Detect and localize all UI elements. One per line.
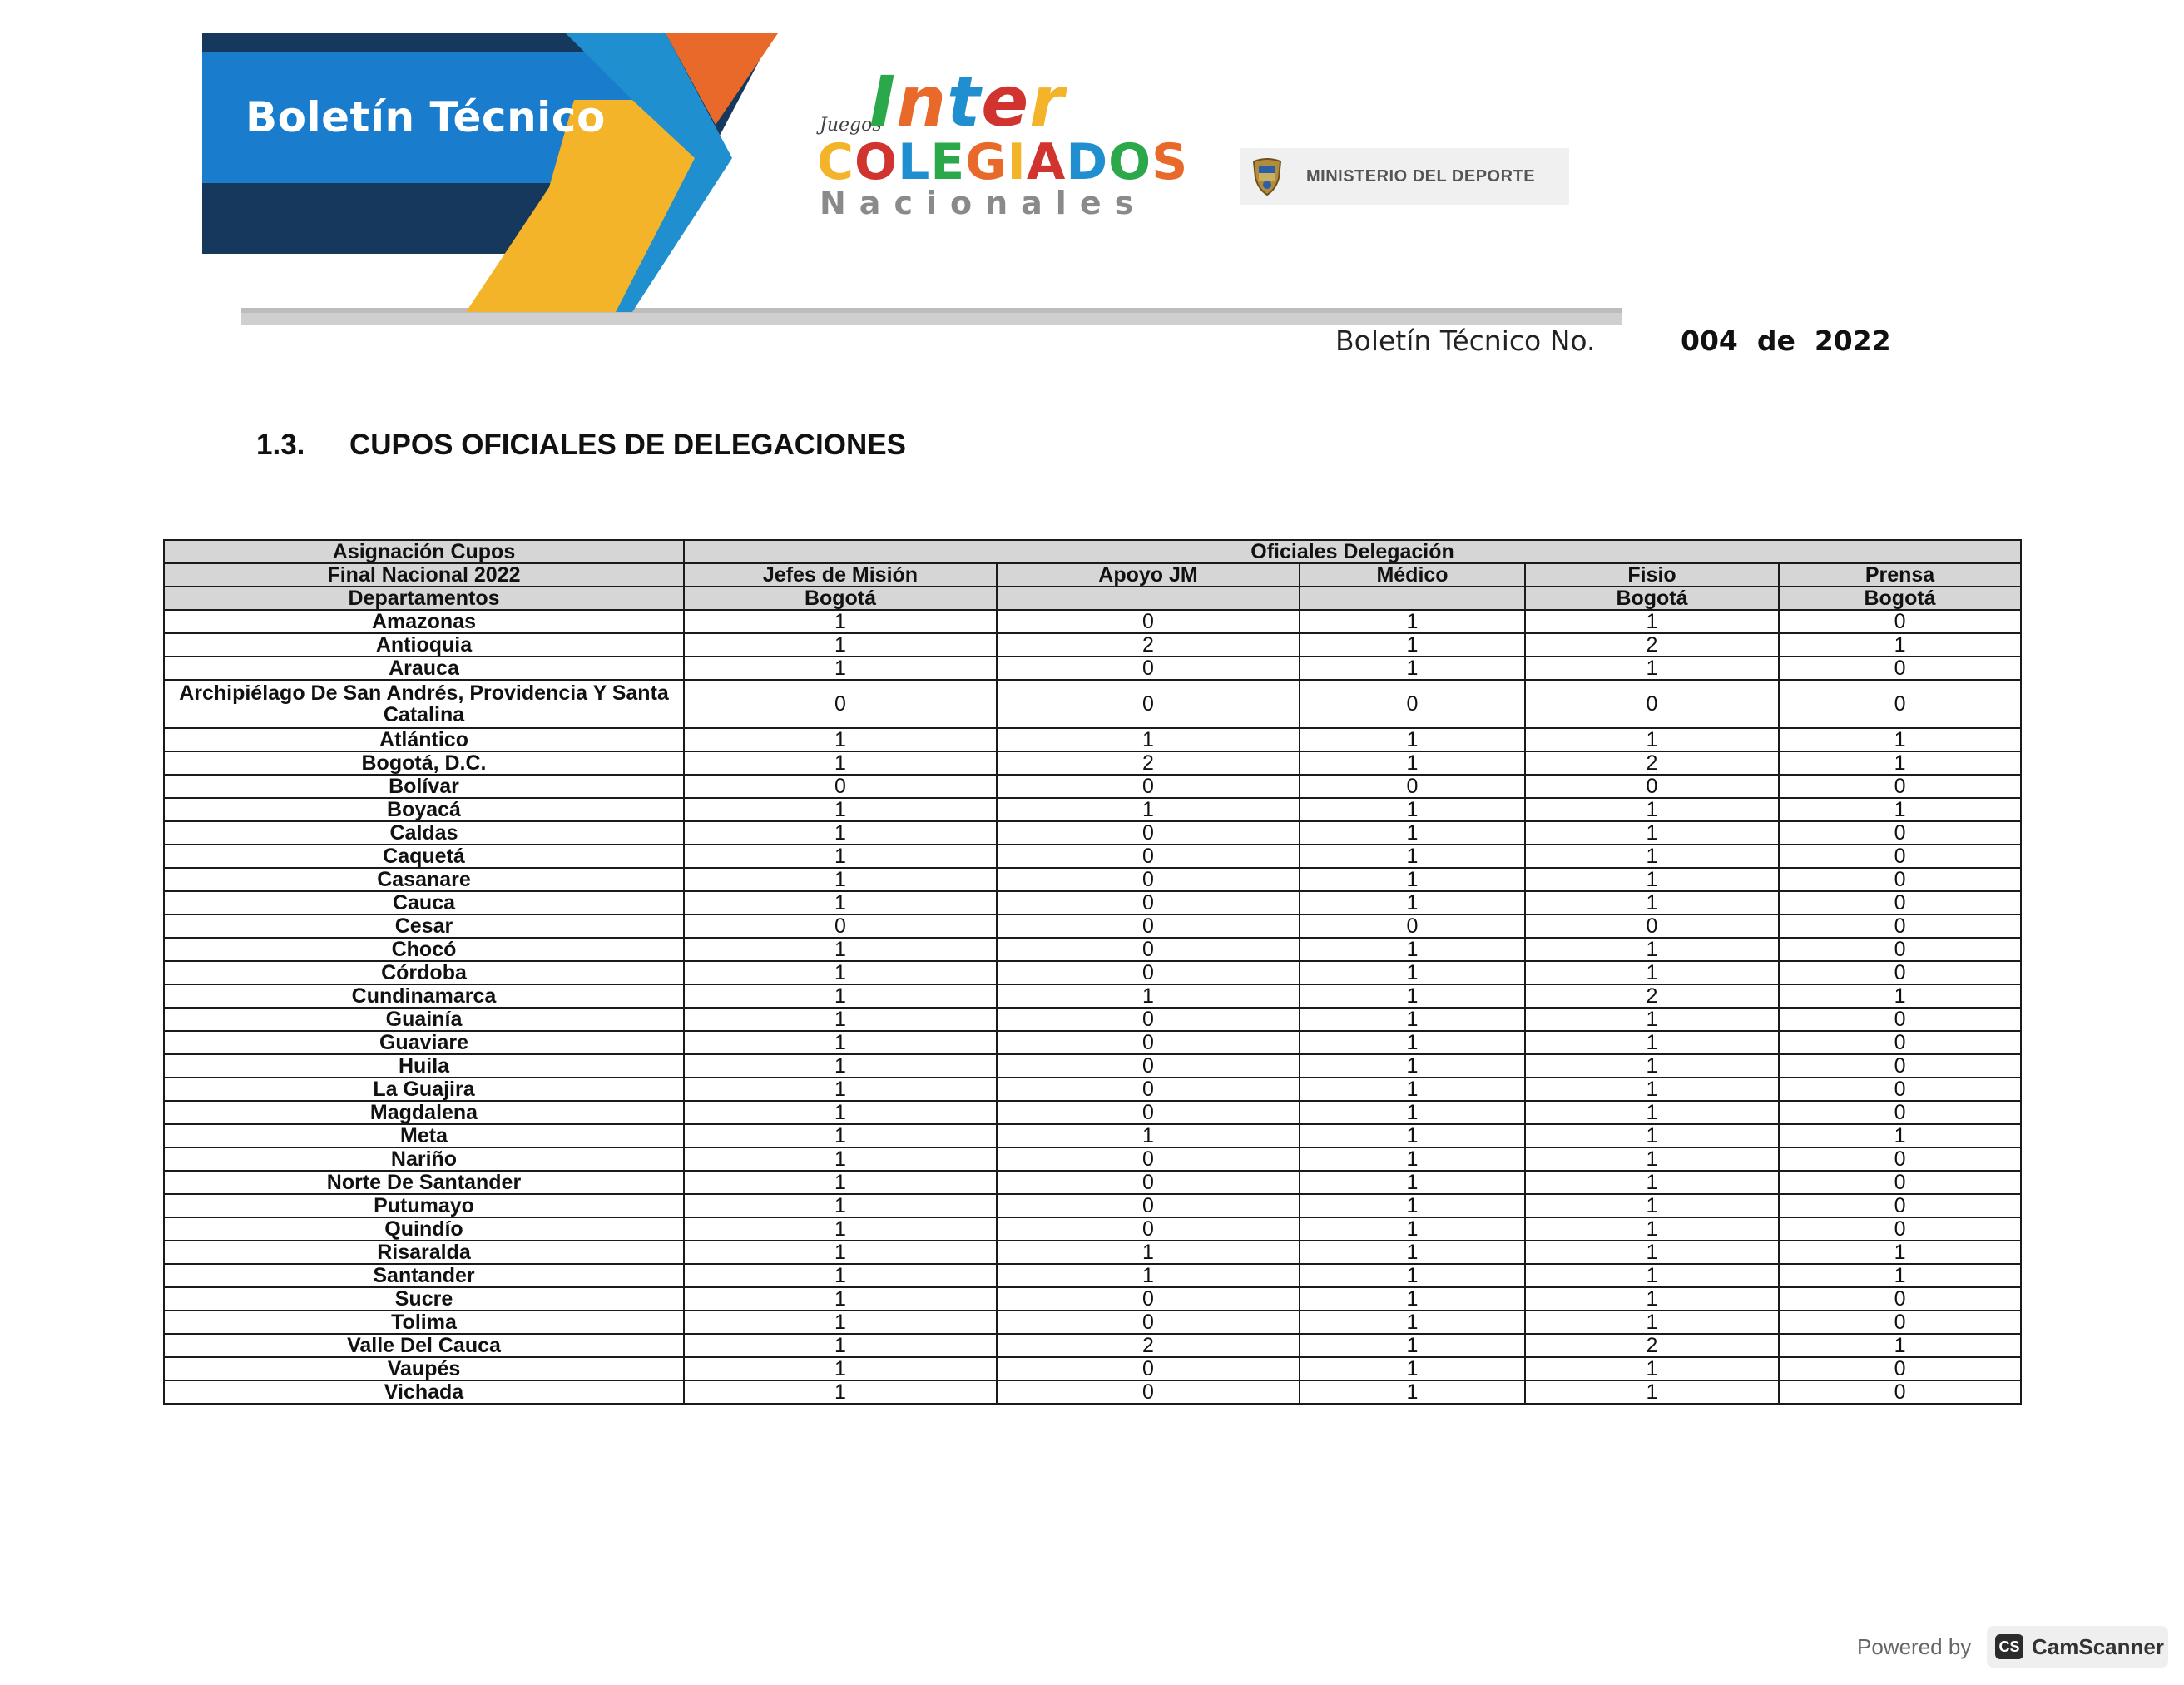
fisio-cell: 1 bbox=[1525, 1054, 1779, 1078]
table-row bbox=[164, 1054, 2021, 1078]
jefes-cell: 1 bbox=[684, 1124, 997, 1147]
header-row-2 bbox=[164, 563, 2021, 587]
jefes-cell: 0 bbox=[684, 680, 997, 728]
fisio-cell: 1 bbox=[1525, 1264, 1779, 1287]
apoyo-cell: 0 bbox=[997, 891, 1300, 914]
apoyo-cell: 0 bbox=[997, 1311, 1300, 1334]
apoyo-cell: 1 bbox=[997, 798, 1300, 821]
prensa-cell: 0 bbox=[1779, 1031, 2021, 1054]
header-asignacion: Asignación Cupos bbox=[164, 540, 684, 563]
fisio-cell: 1 bbox=[1525, 845, 1779, 868]
department-cell: Magdalena bbox=[164, 1101, 684, 1124]
jefes-cell: 0 bbox=[684, 775, 997, 798]
table-row bbox=[164, 1380, 2021, 1404]
prensa-cell: 0 bbox=[1779, 1147, 2021, 1171]
table-row bbox=[164, 1357, 2021, 1380]
prensa-cell: 0 bbox=[1779, 1217, 2021, 1241]
prensa-cell: 0 bbox=[1779, 1357, 2021, 1380]
apoyo-cell: 0 bbox=[997, 1357, 1300, 1380]
prensa-cell: 0 bbox=[1779, 1078, 2021, 1101]
fisio-cell: 2 bbox=[1525, 984, 1779, 1008]
logo-nacionales: Nacionales bbox=[820, 185, 1147, 221]
medico-cell: 1 bbox=[1300, 1194, 1525, 1217]
medico-cell: 1 bbox=[1300, 728, 1525, 751]
table-row bbox=[164, 680, 2021, 728]
prensa-cell: 0 bbox=[1779, 845, 2021, 868]
fisio-cell: 1 bbox=[1525, 961, 1779, 984]
prensa-cell: 1 bbox=[1779, 1264, 2021, 1287]
medico-cell: 1 bbox=[1300, 1078, 1525, 1101]
prensa-cell: 1 bbox=[1779, 1124, 2021, 1147]
medico-cell: 1 bbox=[1300, 1287, 1525, 1311]
table-row bbox=[164, 610, 2021, 633]
table-row bbox=[164, 1311, 2021, 1334]
medico-cell: 1 bbox=[1300, 1171, 1525, 1194]
fisio-cell: 1 bbox=[1525, 657, 1779, 680]
apoyo-cell: 0 bbox=[997, 868, 1300, 891]
banner-title: Boletín Técnico bbox=[245, 93, 606, 141]
fisio-cell: 2 bbox=[1525, 633, 1779, 657]
logo-inter bbox=[869, 61, 1065, 142]
medico-cell: 1 bbox=[1300, 610, 1525, 633]
table-row bbox=[164, 868, 2021, 891]
fisio-cell: 1 bbox=[1525, 1171, 1779, 1194]
department-cell: Meta bbox=[164, 1124, 684, 1147]
table-row bbox=[164, 1171, 2021, 1194]
apoyo-cell: 0 bbox=[997, 680, 1300, 728]
table-row bbox=[164, 1124, 2021, 1147]
prensa-cell: 0 bbox=[1779, 891, 2021, 914]
medico-cell: 1 bbox=[1300, 798, 1525, 821]
prensa-cell: 1 bbox=[1779, 984, 2021, 1008]
table-row bbox=[164, 961, 2021, 984]
logo-colegiados-letter: O bbox=[854, 133, 899, 191]
prensa-cell: 0 bbox=[1779, 821, 2021, 845]
medico-cell: 1 bbox=[1300, 1054, 1525, 1078]
jefes-cell: 1 bbox=[684, 845, 997, 868]
department-cell: Caquetá bbox=[164, 845, 684, 868]
table-row bbox=[164, 1194, 2021, 1217]
jefes-cell: 1 bbox=[684, 1171, 997, 1194]
table-row bbox=[164, 1334, 2021, 1357]
jefes-cell: 1 bbox=[684, 633, 997, 657]
jefes-cell: 1 bbox=[684, 751, 997, 775]
medico-cell: 1 bbox=[1300, 1147, 1525, 1171]
prensa-cell: 0 bbox=[1779, 680, 2021, 728]
logo-juegos: Juegos bbox=[820, 115, 882, 136]
table-row bbox=[164, 1287, 2021, 1311]
logo-colegiados-letter: G bbox=[965, 133, 1008, 191]
medico-cell: 1 bbox=[1300, 1031, 1525, 1054]
logo-colegiados-letter: S bbox=[1151, 133, 1189, 191]
table-row bbox=[164, 1264, 2021, 1287]
coat-of-arms-icon bbox=[1240, 148, 1295, 205]
medico-cell: 1 bbox=[1300, 1311, 1525, 1334]
medico-cell: 1 bbox=[1300, 891, 1525, 914]
fisio-cell: 1 bbox=[1525, 938, 1779, 961]
banner-shadow bbox=[241, 311, 1622, 325]
prensa-cell: 0 bbox=[1779, 1287, 2021, 1311]
header-oficiales-group: Oficiales Delegación bbox=[684, 540, 2021, 563]
logo-colegiados-letter: L bbox=[898, 133, 931, 191]
department-cell: Amazonas bbox=[164, 610, 684, 633]
medico-cell: 1 bbox=[1300, 1008, 1525, 1031]
fisio-cell: 1 bbox=[1525, 1008, 1779, 1031]
prensa-cell: 0 bbox=[1779, 775, 2021, 798]
medico-cell: 1 bbox=[1300, 938, 1525, 961]
logo-colegiados-letter: D bbox=[1066, 133, 1109, 191]
apoyo-cell: 2 bbox=[997, 1334, 1300, 1357]
department-cell: Bolívar bbox=[164, 775, 684, 798]
table-row bbox=[164, 845, 2021, 868]
jefes-cell: 1 bbox=[684, 1101, 997, 1124]
apoyo-cell: 0 bbox=[997, 657, 1300, 680]
logo-colegiados bbox=[817, 133, 1189, 191]
department-cell: Chocó bbox=[164, 938, 684, 961]
prensa-cell: 0 bbox=[1779, 868, 2021, 891]
table-row bbox=[164, 938, 2021, 961]
header-jefes-mision: Jefes de Misión bbox=[684, 563, 997, 587]
jefes-cell: 1 bbox=[684, 1334, 997, 1357]
department-cell: Norte De Santander bbox=[164, 1171, 684, 1194]
fisio-cell: 1 bbox=[1525, 891, 1779, 914]
department-cell: Boyacá bbox=[164, 798, 684, 821]
prensa-cell: 0 bbox=[1779, 914, 2021, 938]
header-row-3 bbox=[164, 587, 2021, 610]
jefes-cell: 1 bbox=[684, 1031, 997, 1054]
department-cell: Córdoba bbox=[164, 961, 684, 984]
prensa-cell: 0 bbox=[1779, 657, 2021, 680]
apoyo-cell: 0 bbox=[997, 1031, 1300, 1054]
apoyo-cell: 0 bbox=[997, 1287, 1300, 1311]
cupos-table bbox=[163, 539, 2022, 1405]
medico-cell: 1 bbox=[1300, 1380, 1525, 1404]
jefes-cell: 0 bbox=[684, 914, 997, 938]
department-cell: Santander bbox=[164, 1264, 684, 1287]
logo-colegiados-letter: E bbox=[930, 133, 966, 191]
prensa-cell: 1 bbox=[1779, 1241, 2021, 1264]
jefes-cell: 1 bbox=[684, 1008, 997, 1031]
fisio-cell: 1 bbox=[1525, 1311, 1779, 1334]
prensa-cell: 1 bbox=[1779, 728, 2021, 751]
powered-by-label: Powered by bbox=[1857, 1634, 1972, 1659]
section-heading bbox=[256, 429, 906, 462]
apoyo-cell: 2 bbox=[997, 751, 1300, 775]
table-row bbox=[164, 984, 2021, 1008]
logo-colegiados-letter: A bbox=[1026, 133, 1067, 191]
jefes-cell: 1 bbox=[684, 610, 997, 633]
jefes-cell: 1 bbox=[684, 1054, 997, 1078]
apoyo-cell: 1 bbox=[997, 1241, 1300, 1264]
department-cell: Huila bbox=[164, 1054, 684, 1078]
header-prensa-location: Bogotá bbox=[1779, 587, 2021, 610]
jefes-cell: 1 bbox=[684, 728, 997, 751]
fisio-cell: 2 bbox=[1525, 1334, 1779, 1357]
header-prensa: Prensa bbox=[1779, 563, 2021, 587]
jefes-cell: 1 bbox=[684, 1287, 997, 1311]
department-cell: Nariño bbox=[164, 1147, 684, 1171]
medico-cell: 0 bbox=[1300, 680, 1525, 728]
boletin-number: 004 de 2022 bbox=[1681, 325, 1891, 357]
logo-colegiados-letter: I bbox=[1007, 133, 1027, 191]
jefes-cell: 1 bbox=[684, 1078, 997, 1101]
jefes-cell: 1 bbox=[684, 798, 997, 821]
prensa-cell: 0 bbox=[1779, 961, 2021, 984]
jefes-cell: 1 bbox=[684, 1241, 997, 1264]
apoyo-cell: 0 bbox=[997, 821, 1300, 845]
department-cell: Sucre bbox=[164, 1287, 684, 1311]
prensa-cell: 0 bbox=[1779, 1311, 2021, 1334]
ministerio-badge bbox=[1240, 148, 1569, 205]
medico-cell: 1 bbox=[1300, 751, 1525, 775]
department-cell: Tolima bbox=[164, 1311, 684, 1334]
table-row bbox=[164, 1147, 2021, 1171]
fisio-cell: 2 bbox=[1525, 751, 1779, 775]
logo-inter-letter: t bbox=[947, 61, 982, 142]
jefes-cell: 1 bbox=[684, 961, 997, 984]
header-final-nacional: Final Nacional 2022 bbox=[164, 563, 684, 587]
apoyo-cell: 0 bbox=[997, 1008, 1300, 1031]
header-medico-location bbox=[1300, 587, 1525, 610]
medico-cell: 1 bbox=[1300, 984, 1525, 1008]
department-cell: Risaralda bbox=[164, 1241, 684, 1264]
table-row bbox=[164, 1241, 2021, 1264]
department-cell: Bogotá, D.C. bbox=[164, 751, 684, 775]
camscanner-badge bbox=[1987, 1626, 2168, 1668]
fisio-cell: 0 bbox=[1525, 914, 1779, 938]
department-cell: Casanare bbox=[164, 868, 684, 891]
fisio-cell: 1 bbox=[1525, 728, 1779, 751]
medico-cell: 1 bbox=[1300, 1101, 1525, 1124]
jefes-cell: 1 bbox=[684, 1311, 997, 1334]
header-fisio: Fisio bbox=[1525, 563, 1779, 587]
department-cell: Guaviare bbox=[164, 1031, 684, 1054]
boletin-label: Boletín Técnico No. bbox=[1335, 325, 1596, 357]
table-row bbox=[164, 1078, 2021, 1101]
header-jefes-location: Bogotá bbox=[684, 587, 997, 610]
apoyo-cell: 0 bbox=[997, 1054, 1300, 1078]
jefes-cell: 1 bbox=[684, 657, 997, 680]
department-cell: La Guajira bbox=[164, 1078, 684, 1101]
fisio-cell: 0 bbox=[1525, 775, 1779, 798]
header-fisio-location: Bogotá bbox=[1525, 587, 1779, 610]
header-departamentos: Departamentos bbox=[164, 587, 684, 610]
prensa-cell: 0 bbox=[1779, 938, 2021, 961]
fisio-cell: 1 bbox=[1525, 1194, 1779, 1217]
fisio-cell: 1 bbox=[1525, 1380, 1779, 1404]
apoyo-cell: 1 bbox=[997, 984, 1300, 1008]
fisio-cell: 1 bbox=[1525, 1357, 1779, 1380]
table-row bbox=[164, 1031, 2021, 1054]
medico-cell: 1 bbox=[1300, 633, 1525, 657]
fisio-cell: 1 bbox=[1525, 1287, 1779, 1311]
medico-cell: 1 bbox=[1300, 1241, 1525, 1264]
apoyo-cell: 0 bbox=[997, 775, 1300, 798]
department-cell: Vaupés bbox=[164, 1357, 684, 1380]
apoyo-cell: 0 bbox=[997, 961, 1300, 984]
fisio-cell: 1 bbox=[1525, 1031, 1779, 1054]
prensa-cell: 0 bbox=[1779, 1054, 2021, 1078]
medico-cell: 1 bbox=[1300, 868, 1525, 891]
camscanner-label: CamScanner bbox=[2032, 1633, 2164, 1659]
department-cell: Caldas bbox=[164, 821, 684, 845]
table-row bbox=[164, 657, 2021, 680]
table-body bbox=[164, 610, 2021, 1404]
department-cell: Guainía bbox=[164, 1008, 684, 1031]
fisio-cell: 1 bbox=[1525, 1078, 1779, 1101]
logo-inter-letter: I bbox=[869, 61, 897, 142]
fisio-cell: 1 bbox=[1525, 1241, 1779, 1264]
apoyo-cell: 1 bbox=[997, 728, 1300, 751]
jefes-cell: 1 bbox=[684, 938, 997, 961]
medico-cell: 1 bbox=[1300, 657, 1525, 680]
jefes-cell: 1 bbox=[684, 1264, 997, 1287]
fisio-cell: 1 bbox=[1525, 1101, 1779, 1124]
header-medico: Médico bbox=[1300, 563, 1525, 587]
medico-cell: 0 bbox=[1300, 914, 1525, 938]
medico-cell: 1 bbox=[1300, 1264, 1525, 1287]
header-banner bbox=[0, 0, 2184, 357]
fisio-cell: 1 bbox=[1525, 798, 1779, 821]
logo-inter-letter: r bbox=[1029, 61, 1065, 142]
header-row-1 bbox=[164, 540, 2021, 563]
table-row bbox=[164, 775, 2021, 798]
medico-cell: 1 bbox=[1300, 1357, 1525, 1380]
ministerio-label: MINISTERIO DEL DEPORTE bbox=[1306, 166, 1536, 186]
fisio-cell: 0 bbox=[1525, 680, 1779, 728]
header-apoyo-location bbox=[997, 587, 1300, 610]
fisio-cell: 1 bbox=[1525, 1217, 1779, 1241]
logo-colegiados-letter: O bbox=[1108, 133, 1152, 191]
prensa-cell: 0 bbox=[1779, 1008, 2021, 1031]
logo-inter-letter: n bbox=[896, 61, 948, 142]
department-cell: Arauca bbox=[164, 657, 684, 680]
jefes-cell: 1 bbox=[684, 821, 997, 845]
prensa-cell: 0 bbox=[1779, 1171, 2021, 1194]
medico-cell: 1 bbox=[1300, 1124, 1525, 1147]
prensa-cell: 0 bbox=[1779, 1101, 2021, 1124]
logo-inter-letter: e bbox=[981, 61, 1030, 142]
prensa-cell: 1 bbox=[1779, 1334, 2021, 1357]
apoyo-cell: 0 bbox=[997, 845, 1300, 868]
medico-cell: 1 bbox=[1300, 1334, 1525, 1357]
jefes-cell: 1 bbox=[684, 1357, 997, 1380]
table-row bbox=[164, 798, 2021, 821]
fisio-cell: 1 bbox=[1525, 1147, 1779, 1171]
medico-cell: 1 bbox=[1300, 821, 1525, 845]
medico-cell: 1 bbox=[1300, 1217, 1525, 1241]
apoyo-cell: 1 bbox=[997, 1124, 1300, 1147]
table-row bbox=[164, 1101, 2021, 1124]
section-title: CUPOS OFICIALES DE DELEGACIONES bbox=[349, 429, 906, 461]
department-cell: Putumayo bbox=[164, 1194, 684, 1217]
apoyo-cell: 0 bbox=[997, 1217, 1300, 1241]
apoyo-cell: 2 bbox=[997, 633, 1300, 657]
apoyo-cell: 1 bbox=[997, 1264, 1300, 1287]
camscanner-icon: CS bbox=[1995, 1634, 2023, 1659]
table-row bbox=[164, 821, 2021, 845]
department-cell: Antioquia bbox=[164, 633, 684, 657]
table-header bbox=[164, 540, 2021, 610]
fisio-cell: 1 bbox=[1525, 1124, 1779, 1147]
jefes-cell: 1 bbox=[684, 1194, 997, 1217]
table-row bbox=[164, 891, 2021, 914]
department-cell: Archipiélago De San Andrés, Providencia Y Santa Catalina bbox=[164, 680, 684, 728]
table-row bbox=[164, 751, 2021, 775]
department-cell: Vichada bbox=[164, 1380, 684, 1404]
jefes-cell: 1 bbox=[684, 1147, 997, 1171]
fisio-cell: 1 bbox=[1525, 610, 1779, 633]
apoyo-cell: 0 bbox=[997, 1078, 1300, 1101]
table-row bbox=[164, 728, 2021, 751]
prensa-cell: 1 bbox=[1779, 798, 2021, 821]
department-cell: Cauca bbox=[164, 891, 684, 914]
apoyo-cell: 0 bbox=[997, 1101, 1300, 1124]
fisio-cell: 1 bbox=[1525, 821, 1779, 845]
apoyo-cell: 0 bbox=[997, 914, 1300, 938]
jefes-cell: 1 bbox=[684, 1217, 997, 1241]
department-cell: Valle Del Cauca bbox=[164, 1334, 684, 1357]
fisio-cell: 1 bbox=[1525, 868, 1779, 891]
table-row bbox=[164, 1217, 2021, 1241]
apoyo-cell: 0 bbox=[997, 1147, 1300, 1171]
prensa-cell: 0 bbox=[1779, 1194, 2021, 1217]
table-row bbox=[164, 633, 2021, 657]
logo-colegiados-letter: C bbox=[817, 133, 855, 191]
medico-cell: 0 bbox=[1300, 775, 1525, 798]
prensa-cell: 1 bbox=[1779, 633, 2021, 657]
medico-cell: 1 bbox=[1300, 961, 1525, 984]
apoyo-cell: 0 bbox=[997, 1194, 1300, 1217]
table-row bbox=[164, 1008, 2021, 1031]
medico-cell: 1 bbox=[1300, 845, 1525, 868]
apoyo-cell: 0 bbox=[997, 1171, 1300, 1194]
department-cell: Cesar bbox=[164, 914, 684, 938]
jefes-cell: 1 bbox=[684, 868, 997, 891]
prensa-cell: 0 bbox=[1779, 1380, 2021, 1404]
prensa-cell: 1 bbox=[1779, 751, 2021, 775]
table-row bbox=[164, 914, 2021, 938]
jefes-cell: 1 bbox=[684, 1380, 997, 1404]
department-cell: Quindío bbox=[164, 1217, 684, 1241]
apoyo-cell: 0 bbox=[997, 610, 1300, 633]
jefes-cell: 1 bbox=[684, 984, 997, 1008]
department-cell: Cundinamarca bbox=[164, 984, 684, 1008]
apoyo-cell: 0 bbox=[997, 938, 1300, 961]
department-cell: Atlántico bbox=[164, 728, 684, 751]
prensa-cell: 0 bbox=[1779, 610, 2021, 633]
apoyo-cell: 0 bbox=[997, 1380, 1300, 1404]
section-number: 1.3. bbox=[256, 429, 305, 461]
header-apoyo-jm: Apoyo JM bbox=[997, 563, 1300, 587]
jefes-cell: 1 bbox=[684, 891, 997, 914]
